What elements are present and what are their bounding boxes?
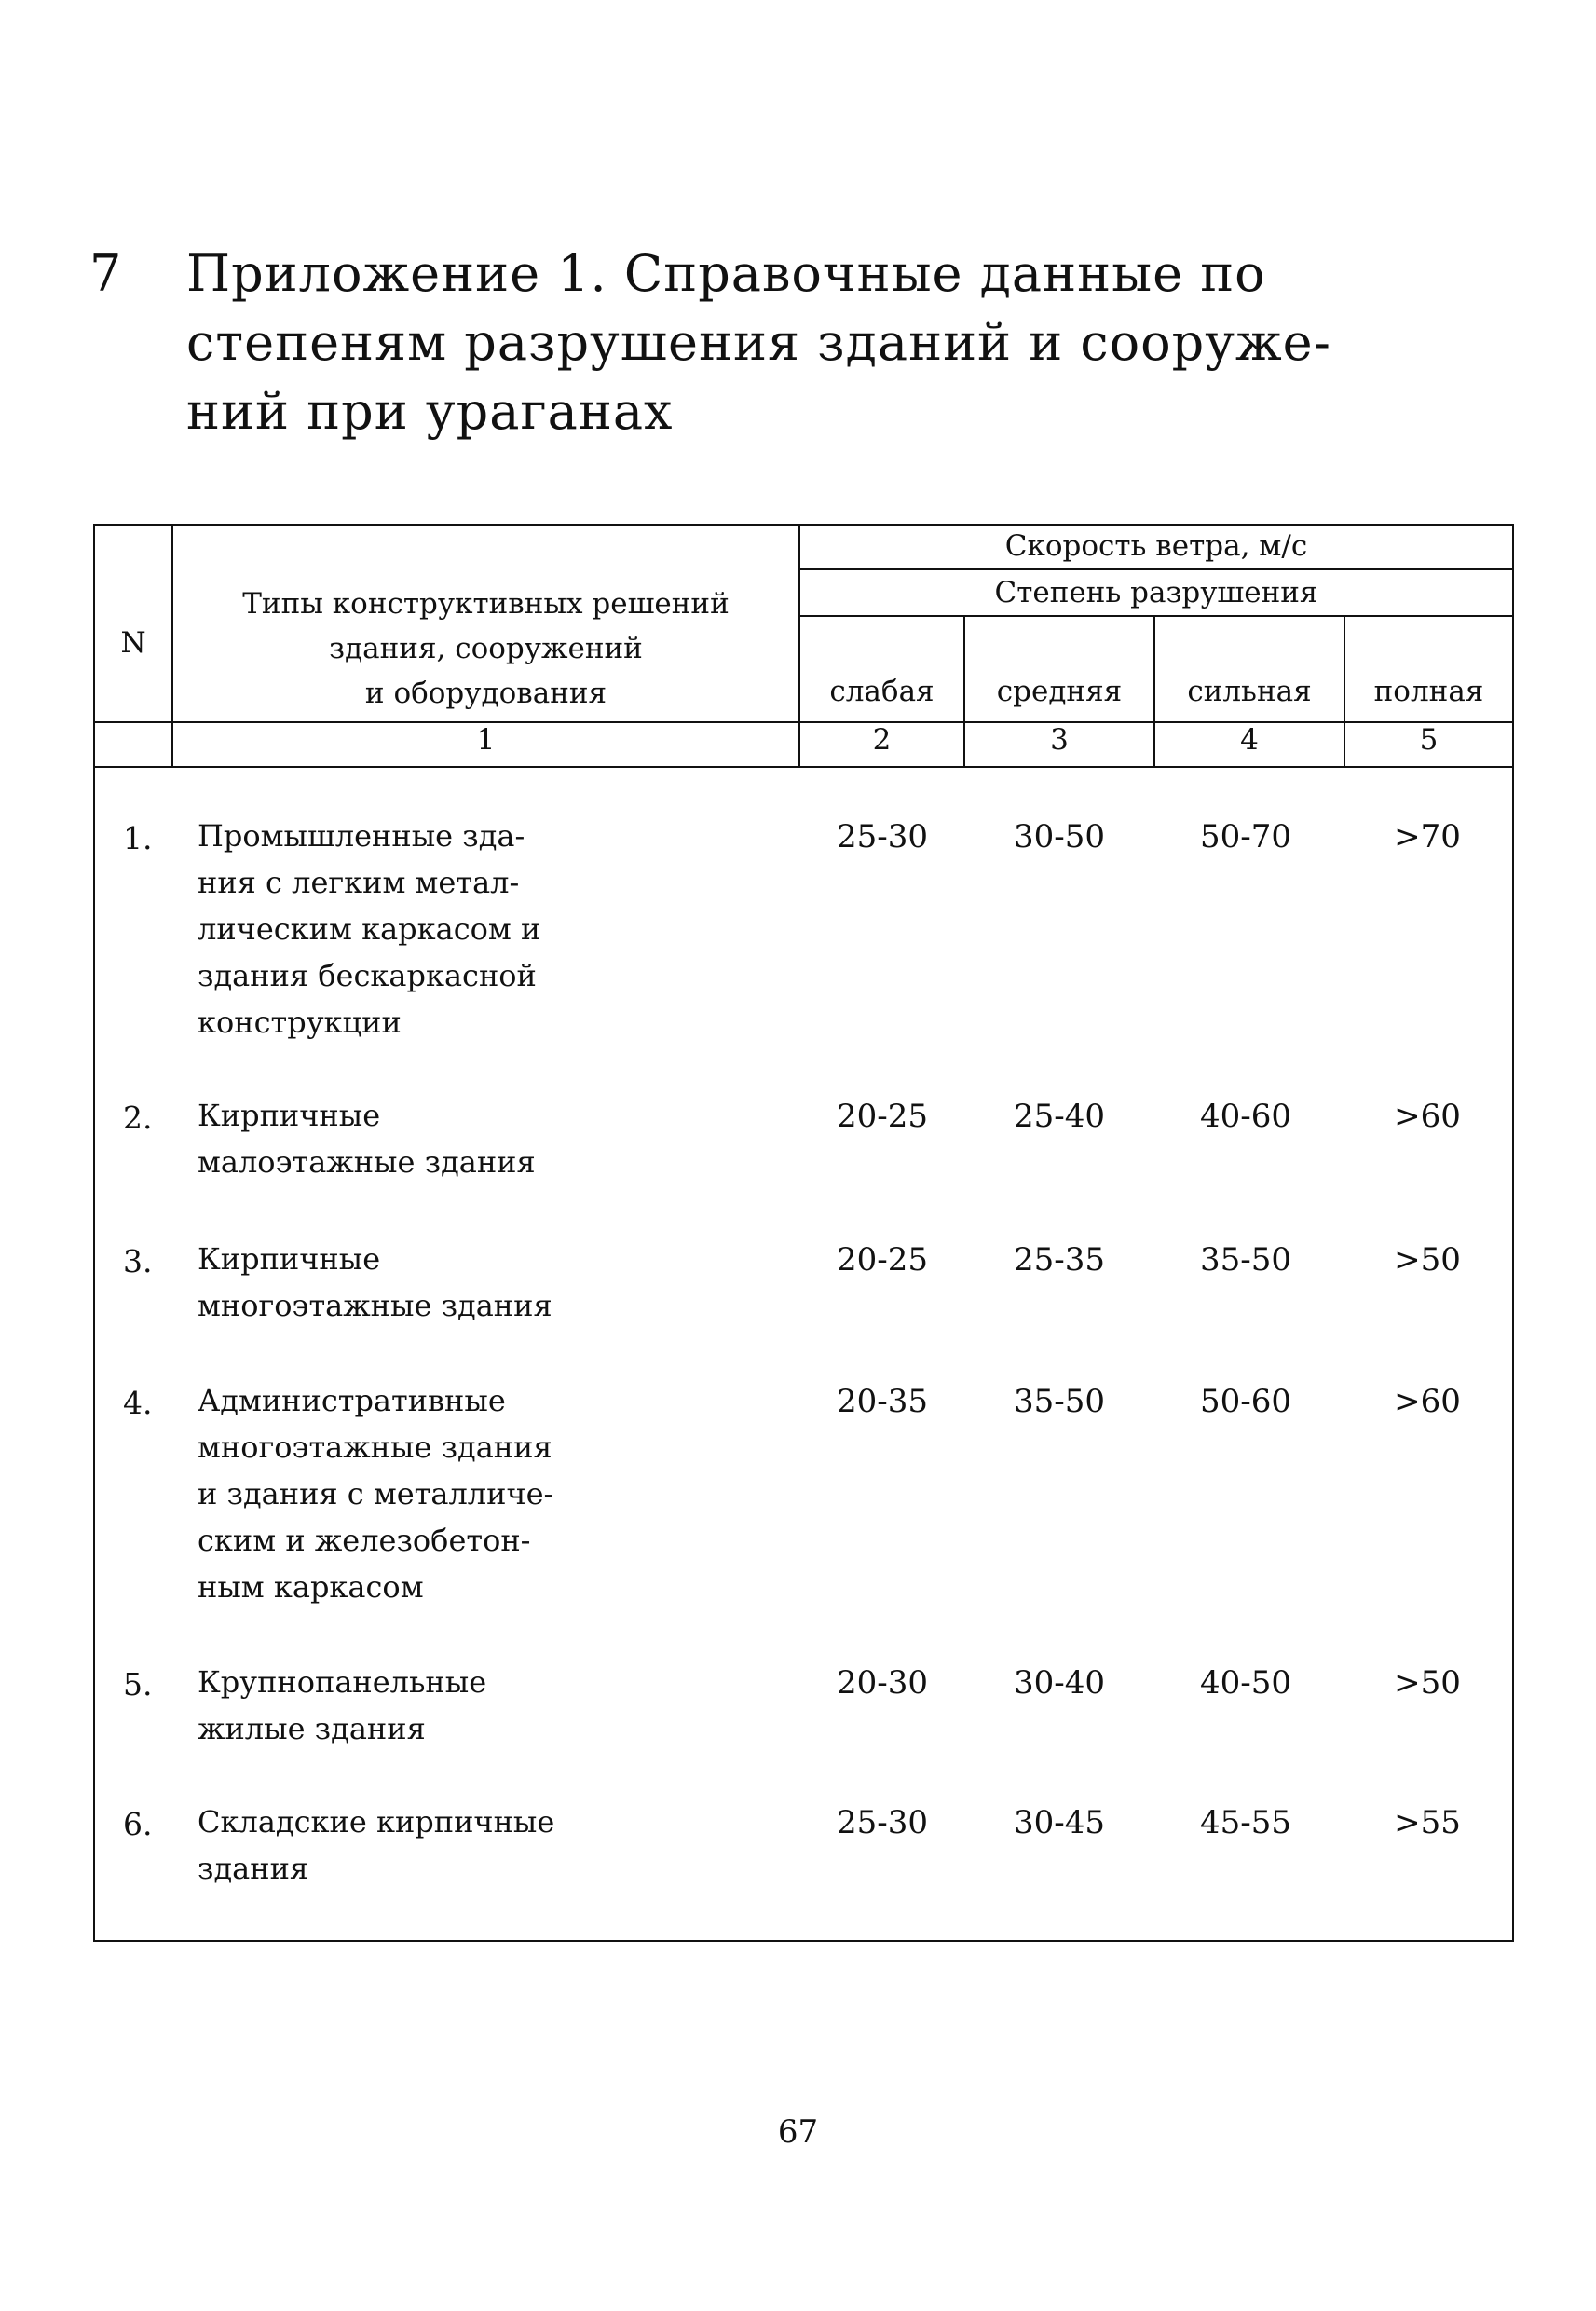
row-number: 3. bbox=[123, 1243, 153, 1279]
value-strong: 35-50 bbox=[1199, 1241, 1291, 1279]
value-strong: 40-60 bbox=[1199, 1098, 1291, 1135]
value-medium: 30-50 bbox=[1013, 818, 1105, 855]
row-type-line: Промышленные зда- bbox=[198, 818, 525, 854]
value-full: >50 bbox=[1394, 1664, 1461, 1702]
header-level-weak: слабая bbox=[829, 675, 934, 708]
header-level-full: полная bbox=[1373, 675, 1484, 708]
value-medium: 30-45 bbox=[1013, 1804, 1105, 1841]
heading-line: ний при ураганах bbox=[186, 382, 674, 441]
value-strong: 50-60 bbox=[1199, 1383, 1291, 1420]
header-type-line: здания, сооружений bbox=[329, 632, 643, 665]
header-type bbox=[173, 581, 798, 716]
heading-line: степеням разрушения зданий и сооруже- bbox=[186, 313, 1331, 372]
header-level-strong: сильная bbox=[1187, 675, 1312, 708]
row-number: 1. bbox=[123, 820, 153, 856]
table-rule bbox=[798, 615, 1512, 617]
row-type bbox=[198, 1236, 607, 1329]
destruction-table bbox=[93, 524, 1514, 1942]
value-full: >70 bbox=[1394, 818, 1461, 855]
row-type-line: здания bbox=[198, 1851, 309, 1886]
column-number: 3 bbox=[1050, 723, 1069, 757]
row-type-line: конструкции bbox=[198, 1005, 402, 1040]
value-weak: 20-25 bbox=[836, 1098, 928, 1135]
value-medium: 25-40 bbox=[1013, 1098, 1105, 1135]
row-type-line: ным каркасом bbox=[198, 1569, 424, 1605]
row-number: 6. bbox=[123, 1806, 153, 1842]
header-wind-speed: Скорость ветра, м/с bbox=[1004, 529, 1308, 563]
row-type-line: и здания с металличе- bbox=[198, 1476, 554, 1511]
row-type-line: ским и железобетон- bbox=[198, 1523, 531, 1558]
value-weak: 20-35 bbox=[836, 1383, 928, 1420]
value-full: >60 bbox=[1394, 1098, 1461, 1135]
header-type-line: Типы конструктивных решений bbox=[242, 587, 730, 621]
row-number: 5. bbox=[123, 1666, 153, 1702]
value-full: >60 bbox=[1394, 1383, 1461, 1420]
row-type-line: Кирпичные bbox=[198, 1098, 381, 1133]
column-number: 2 bbox=[872, 723, 892, 757]
table-rule bbox=[95, 766, 1512, 768]
row-type-line: Складские кирпичные bbox=[198, 1804, 555, 1839]
value-weak: 20-30 bbox=[836, 1664, 928, 1702]
row-type-line: жилые здания bbox=[198, 1711, 426, 1746]
value-medium: 30-40 bbox=[1013, 1664, 1105, 1702]
column-number: 4 bbox=[1240, 723, 1259, 757]
column-number: 1 bbox=[476, 723, 496, 757]
header-n: N bbox=[120, 626, 146, 660]
value-strong: 40-50 bbox=[1199, 1664, 1291, 1702]
row-type-line: малоэтажные здания bbox=[198, 1144, 536, 1180]
value-weak: 25-30 bbox=[836, 1804, 928, 1841]
row-type-line: Кирпичные bbox=[198, 1241, 381, 1277]
value-full: >55 bbox=[1394, 1804, 1461, 1841]
page-number: 67 bbox=[777, 2113, 819, 2151]
row-type-line: Административные bbox=[198, 1383, 506, 1418]
table-rule bbox=[798, 568, 1512, 570]
section-number: 7 bbox=[89, 244, 123, 303]
value-medium: 25-35 bbox=[1013, 1241, 1105, 1279]
row-type-line: Крупнопанельные bbox=[198, 1664, 487, 1700]
row-number: 4. bbox=[123, 1385, 153, 1421]
value-full: >50 bbox=[1394, 1241, 1461, 1279]
value-weak: 25-30 bbox=[836, 818, 928, 855]
header-degree: Степень разрушения bbox=[994, 576, 1318, 609]
column-number: 5 bbox=[1419, 723, 1439, 757]
value-strong: 45-55 bbox=[1199, 1804, 1291, 1841]
row-type bbox=[198, 1798, 607, 1892]
row-type bbox=[198, 1377, 607, 1610]
row-type-line: здания бескаркасной bbox=[198, 958, 537, 993]
header-level-medium: средняя bbox=[996, 675, 1123, 708]
row-type-line: многоэтажные здания bbox=[198, 1429, 552, 1465]
row-type bbox=[198, 1659, 607, 1752]
row-type bbox=[198, 1092, 607, 1185]
heading-line: Приложение 1. Справочные данные по bbox=[186, 244, 1266, 303]
header-type-line: и оборудования bbox=[364, 677, 607, 710]
row-type-line: ния с легким метал- bbox=[198, 865, 520, 900]
value-medium: 35-50 bbox=[1013, 1383, 1105, 1420]
value-weak: 20-25 bbox=[836, 1241, 928, 1279]
row-number: 2. bbox=[123, 1100, 153, 1136]
row-type-line: многоэтажные здания bbox=[198, 1288, 552, 1323]
row-type bbox=[198, 813, 607, 1046]
value-strong: 50-70 bbox=[1199, 818, 1291, 855]
row-type-line: лическим каркасом и bbox=[198, 911, 541, 947]
